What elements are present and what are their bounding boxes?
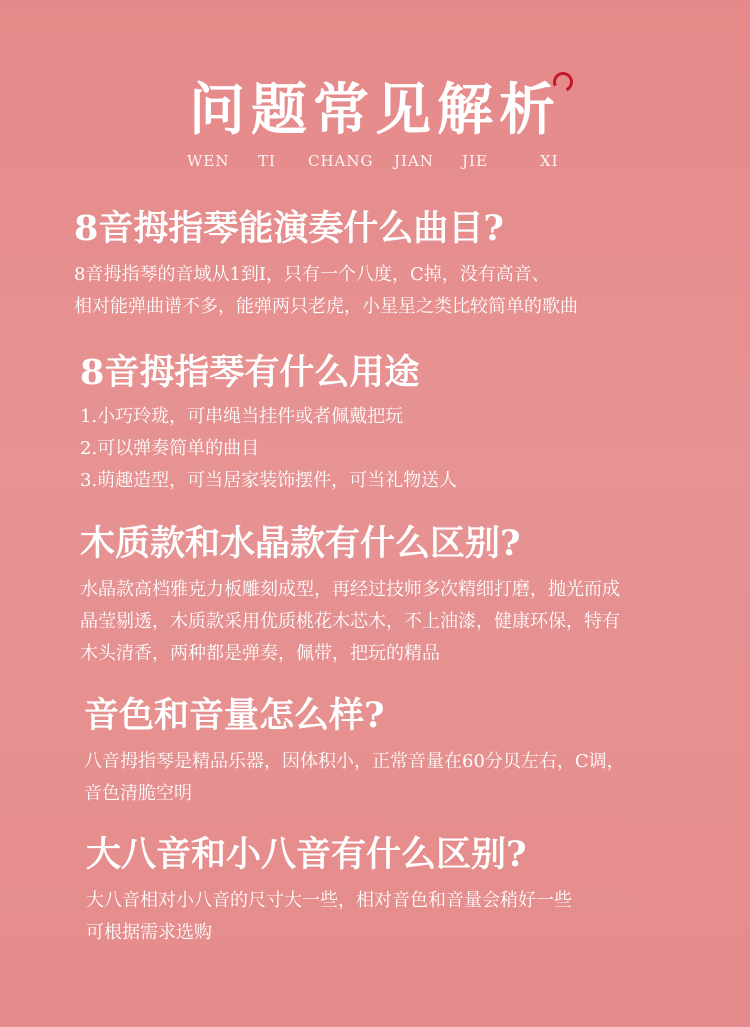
faq-question: 8音拇指琴有什么用途 — [80, 352, 420, 393]
faq-answer-line: 大八音相对小八音的尺寸大一些，相对音色和音量会稍好一些 — [86, 890, 572, 911]
faq-answer-line: 木头清香，两种都是弹奏，佩带，把玩的精品 — [80, 643, 440, 664]
faq-section-size-difference — [86, 833, 572, 949]
faq-answer-list — [80, 401, 457, 497]
faq-answer — [74, 259, 578, 323]
header — [0, 78, 750, 142]
pinyin-subtitle — [0, 152, 750, 172]
faq-answer-line: 八音拇指琴是精品乐器，因体积小，正常音量在60分贝左右，C调， — [84, 751, 625, 772]
pinyin-word: WEN — [187, 152, 230, 170]
faq-answer-line: 音色清脆空明 — [84, 783, 192, 804]
pinyin-word: TI — [258, 152, 276, 170]
faq-question: 木质款和水晶款有什么区别? — [80, 523, 521, 564]
faq-section-sound — [84, 694, 625, 810]
pinyin-word: JIE — [462, 152, 488, 170]
faq-answer — [84, 746, 625, 810]
faq-answer — [86, 885, 572, 949]
faq-answer — [80, 574, 620, 670]
page-title — [189, 78, 561, 142]
faq-answer-line: 晶莹剔透，木质款采用优质桃花木芯木，不上油漆，健康环保，特有 — [80, 611, 620, 632]
faq-answer-line: 8音拇指琴的音域从1到I，只有一个八度，C掉，没有高音、 — [74, 264, 550, 285]
faq-answer-line: 相对能弹曲谱不多，能弹两只老虎，小星星之类比较简单的歌曲 — [74, 296, 578, 317]
faq-answer-line: 可根据需求选购 — [86, 922, 212, 943]
pinyin-word: XI — [540, 152, 559, 170]
faq-section-material-difference — [80, 522, 620, 670]
faq-question: 音色和音量怎么样? — [84, 695, 385, 736]
faq-question: 大八音和小八音有什么区别? — [86, 834, 527, 875]
list-item: 2.可以弹奏简单的曲目 — [80, 438, 260, 459]
faq-section-uses — [80, 351, 457, 497]
faq-question: 8音拇指琴能演奏什么曲目? — [74, 208, 504, 249]
pinyin-word: CHANG — [308, 152, 374, 170]
pinyin-word: JIAN — [394, 152, 434, 170]
faq-section-repertoire — [74, 207, 578, 323]
list-item: 1.小巧玲珑，可串绳当挂件或者佩戴把玩 — [80, 406, 404, 427]
list-item: 3.萌趣造型，可当居家装饰摆件，可当礼物送人 — [80, 470, 458, 491]
page-title-text: 问题常见解析 — [189, 77, 561, 143]
faq-answer-line: 水晶款高档雅克力板雕刻成型，再经过技师多次精细打磨，抛光而成 — [80, 579, 620, 600]
